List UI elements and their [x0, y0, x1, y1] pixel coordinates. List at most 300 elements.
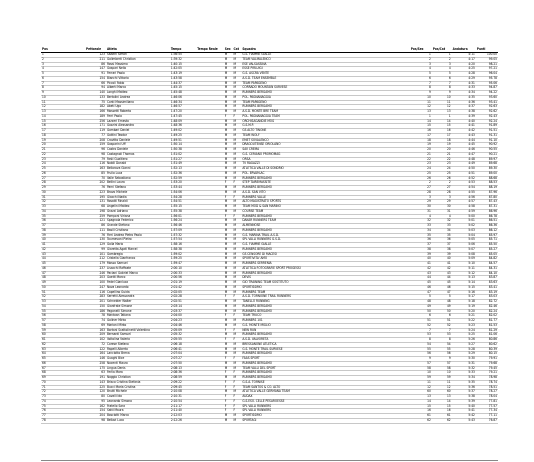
cell-bib: 246 [99, 270, 105, 275]
header-andatura: Andatura [452, 47, 476, 53]
cell-pos-sex: 6 [410, 314, 432, 319]
cell-pace: 4:54 [452, 186, 476, 191]
cell-pace: 5:29 [452, 352, 476, 357]
cell-points: 95.06 [476, 81, 498, 86]
cell-category: M [233, 100, 242, 105]
cell-team: POL. PAGNANAGGIA TEAM [241, 114, 409, 119]
cell-pos-sex: 56 [410, 352, 432, 357]
cell-athlete-name: Paciani Gabriel Marco [106, 271, 170, 276]
cell-pos: 19 [41, 138, 85, 143]
cell-bib: 204 [99, 413, 105, 417]
cell-sex: M [224, 57, 233, 62]
cell-team: TEAM TRUCO [241, 314, 409, 319]
cell-pos-sex: 8 [410, 338, 432, 343]
cell-pos: 66 [41, 361, 85, 366]
cell-athlete-name: Bianchi Vittorio [106, 76, 170, 81]
cell-bib: 154 [99, 408, 105, 413]
cell-pos-sex: 16 [410, 129, 432, 134]
cell-points: 79.45 [476, 366, 498, 371]
cell-sex: M [224, 347, 233, 352]
cell-athlete-name: Galimberti Christian [106, 57, 170, 62]
cell-bib: 171 [99, 123, 105, 128]
cell-athlete-name: Naggio Christian [106, 376, 170, 381]
cell-points: 97.21 [476, 67, 498, 72]
cell-sex: F [224, 295, 233, 300]
cell-bib: 191 [99, 375, 105, 379]
cell-time: 2:10:54 [170, 399, 196, 404]
cell-team: GS CENSORE DI MACESI [241, 252, 409, 257]
cell-pos-cat: 4 [432, 67, 452, 72]
cell-pos: 74 [41, 399, 85, 404]
cell-pos-cat: 1 [432, 53, 452, 58]
cell-pace: 4:45 [452, 143, 476, 148]
cell-sex: M [224, 414, 233, 419]
cell-category: M [233, 262, 242, 267]
cell-time: 2:11:17 [170, 404, 196, 409]
cell-pos: 11 [41, 100, 85, 105]
cell-bib: 140 [99, 90, 105, 94]
cell-bib: 259 [99, 213, 105, 218]
cell-pos-sex: 12 [410, 385, 432, 390]
cell-points: 88.19 [476, 186, 498, 191]
cell-pos-cat: 52 [432, 323, 452, 328]
cell-category: M [233, 300, 242, 305]
cell-sex: M [224, 281, 233, 286]
cell-team: G.S.A. TORNISE [241, 380, 409, 385]
cell-pos-sex: 47 [410, 290, 432, 295]
cell-pos-cat: 53 [432, 333, 452, 338]
header-sex: Sex [224, 47, 231, 51]
cell-points: 80.86 [476, 338, 498, 343]
cell-pace: 4:43 [452, 133, 476, 138]
cell-pos: 33 [41, 205, 85, 210]
cell-points: 82.24 [476, 309, 498, 314]
cell-team: TEAM VALMALENCO [241, 57, 409, 62]
cell-team: SPORTISSIMO [241, 414, 409, 419]
cell-pos: 35 [41, 214, 85, 219]
cell-pos-cat: 17 [432, 133, 452, 138]
cell-bib: 91 [98, 72, 106, 77]
cell-category: M [233, 238, 242, 243]
cell-team: COURSE TEAM [241, 209, 409, 214]
cell-pos-cat: 36 [432, 238, 452, 243]
cell-bib: 209 [99, 332, 105, 337]
cell-athlete-name: Alberti Marco [106, 86, 170, 91]
cell-pos-sex: 29 [410, 200, 432, 205]
cell-pos-sex: 37 [410, 243, 432, 248]
cell-athlete-name: Lingua Denis [106, 366, 170, 371]
cell-pos-sex: 35 [410, 233, 432, 238]
cell-pace: 5:12 [452, 271, 476, 276]
cell-time: 1:42:05 [170, 67, 196, 72]
cell-category: M [233, 167, 242, 172]
cell-sex: M [224, 95, 233, 100]
cell-pace: 4:17 [452, 57, 476, 62]
cell-time: 2:05:55 [170, 338, 196, 343]
cell-sex: M [224, 300, 233, 305]
cell-pos-sex: 34 [410, 228, 432, 233]
cell-points: 84.82 [476, 257, 498, 262]
cell-pos-sex: 39 [410, 252, 432, 257]
cell-pos-sex: 9 [410, 357, 432, 362]
cell-pos-cat: 34 [432, 228, 452, 233]
cell-pos: 60 [41, 333, 85, 338]
cell-pos: 53 [41, 300, 85, 305]
cell-sex: M [224, 67, 233, 72]
cell-pos: 13 [41, 110, 85, 115]
cell-athlete-name: Cristella Gianfranco [106, 257, 170, 262]
cell-bib: 212 [99, 256, 105, 261]
cell-pos: 32 [41, 200, 85, 205]
cell-pos-sex: 3 [410, 62, 432, 67]
cell-time: 2:06:18 [170, 342, 196, 347]
cell-time: 2:08:13 [170, 366, 196, 371]
cell-pace: 4:46 [452, 148, 476, 153]
cell-athlete-name: Fedel Gianluca [106, 281, 170, 286]
cell-team: A.S.D. TEAM ENSEMBLE [241, 76, 409, 81]
cell-category: M [233, 233, 242, 238]
cell-pace: 5:04 [452, 233, 476, 238]
cell-category: M [233, 186, 242, 191]
cell-bib: 69 [98, 323, 106, 328]
cell-pos: 43 [41, 252, 85, 257]
cell-team: TEAM PAPAGENO [241, 100, 409, 105]
cell-category: M [233, 67, 242, 72]
cell-pos-sex: 60 [410, 390, 432, 395]
cell-pos: 69 [41, 376, 85, 381]
cell-team: TANELLO RUNNING [241, 300, 409, 305]
cell-time: 1:46:57 [170, 105, 196, 110]
cell-pos-cat: 15 [432, 404, 452, 409]
cell-pos: 58 [41, 323, 85, 328]
cell-pos: 55 [41, 309, 85, 314]
cell-pos: 56 [41, 314, 85, 319]
cell-pos: 50 [41, 285, 85, 290]
cell-team: RUNNERS BERGAMO [241, 176, 409, 181]
cell-pos-cat: 54 [432, 342, 452, 347]
cell-pos-sex: 36 [410, 238, 432, 243]
cell-pos-cat: 6 [432, 314, 452, 319]
cell-bib: 201 [99, 299, 105, 303]
cell-pos-cat: 43 [432, 271, 452, 276]
cell-pos-cat: 28 [432, 190, 452, 195]
cell-time: 2:02:51 [170, 300, 196, 305]
cell-pos: 51 [41, 290, 85, 295]
cell-pos-cat: 41 [432, 262, 452, 267]
cell-points: 90.55 [476, 148, 498, 153]
cell-time: 1:39:32 [170, 57, 196, 62]
cell-points: 88.68 [476, 176, 498, 181]
cell-athlete-name: Bernardi Samuel [106, 333, 170, 338]
cell-bib: 122 [99, 346, 105, 351]
cell-category: M [233, 323, 242, 328]
cell-pos-sex: 11 [410, 380, 432, 385]
cell-category: F [233, 114, 242, 119]
cell-sex: M [224, 133, 233, 138]
cell-team: POL. ERVAM-AC [241, 171, 409, 176]
cell-pace: 5:23 [452, 323, 476, 328]
cell-sex: M [224, 271, 233, 276]
cell-bib: 102 [99, 337, 105, 341]
cell-pace: 5:35 [452, 380, 476, 385]
cell-athlete-name: Brisco Cristina Stefania [106, 380, 170, 385]
cell-pos: 26 [41, 171, 85, 176]
cell-points: 92.24 [476, 119, 498, 124]
cell-sex: M [224, 418, 233, 423]
cell-points: 82.02 [476, 314, 498, 319]
cell-athlete-name: Mossa Samuel [106, 262, 170, 267]
cell-athlete-name: Voltolina Valeria [106, 338, 170, 343]
cell-pos-sex: 51 [410, 319, 432, 324]
cell-points: 79.68 [476, 361, 498, 366]
cell-athlete-name: Gianfrate Simone [106, 304, 170, 309]
cell-pace: 4:42 [452, 129, 476, 134]
cell-time: 1:57:09 [170, 228, 196, 233]
cell-team: G.S. MONTE TRAIL SURVESE [241, 347, 409, 352]
cell-bib: 162 [99, 403, 105, 408]
cell-bib: 116 [99, 161, 105, 166]
cell-pos-cat: 61 [432, 414, 452, 419]
cell-pos-sex: 52 [410, 323, 432, 328]
cell-pos-sex: 22 [410, 157, 432, 162]
cell-pos-cat: 8 [432, 338, 452, 343]
cell-bib: 86 [98, 62, 106, 67]
cell-pos: 21 [41, 148, 85, 153]
cell-points: 83.03 [476, 295, 498, 300]
cell-athlete-name: Gasparini Uff [106, 143, 170, 148]
cell-pos: 5 [41, 72, 85, 77]
cell-athlete-name: Grande Stefano [106, 224, 170, 229]
cell-athlete-name: Gozzini Alessandro [106, 124, 170, 129]
cell-pos-cat: 1 [432, 114, 452, 119]
cell-pace: 4:39 [452, 114, 476, 119]
cell-points: 84.57 [476, 262, 498, 267]
cell-sex: M [224, 390, 233, 395]
header-pos: Pos [41, 47, 85, 53]
cell-pos: 17 [41, 129, 85, 134]
cell-pos: 24 [41, 162, 85, 167]
cell-category: F [233, 395, 242, 400]
cell-pos: 3 [41, 62, 85, 67]
cell-athlete-name: Giaretta Agati Marcel [106, 247, 170, 252]
cell-bib: 247 [99, 284, 105, 289]
cell-bib: 175 [99, 365, 105, 370]
cell-athlete-name: Gaspari Nello [106, 67, 170, 72]
cell-time: 1:40:15 [170, 62, 196, 67]
results-body [41, 53, 498, 424]
cell-points: 92.63 [476, 105, 498, 110]
cell-pos: 67 [41, 366, 85, 371]
cell-time: 2:12:26 [170, 418, 196, 423]
cell-pace: 5:22 [452, 319, 476, 324]
cell-bib: 68 [98, 205, 106, 210]
cell-team: SAV CREMA [241, 148, 409, 153]
cell-pace: 5:34 [452, 376, 476, 381]
cell-bib: 129 [99, 242, 105, 246]
cell-team: DRAGOUTENSE ORIOLANO [241, 143, 409, 148]
cell-pos-sex: 43 [410, 271, 432, 276]
cell-athlete-name: Lazzeri Ernesto [106, 119, 170, 124]
cell-pos: 16 [41, 124, 85, 129]
cell-time: 1:53:44 [170, 186, 196, 191]
cell-team: ATLETICA VALLE GERMANA TEAM [241, 390, 409, 395]
cell-pace: 5:08 [452, 252, 476, 257]
cell-pos-cat: 14 [432, 119, 452, 124]
cell-category: M [233, 76, 242, 81]
cell-points: 95.78 [476, 76, 498, 81]
cell-points: 100.00 [476, 53, 498, 58]
cell-pos-sex: 58 [410, 366, 432, 371]
cell-points: 89.30 [476, 167, 498, 172]
cell-bib: 237 [99, 265, 105, 270]
cell-points: 86.36 [476, 224, 498, 229]
cell-pos-cat: 3 [432, 195, 452, 200]
cell-pace: 4:50 [452, 167, 476, 172]
cell-bib: 85 [98, 171, 106, 176]
cell-pos: 71 [41, 385, 85, 390]
cell-points: 99.05 [476, 57, 498, 62]
cell-pace: 5:30 [452, 357, 476, 362]
cell-points: 78.27 [476, 390, 498, 395]
cell-category: M [233, 124, 242, 129]
cell-team: TEAM MOD & SAN MARINO [241, 205, 409, 210]
cell-time: 2:00:10 [170, 266, 196, 271]
cell-sex: M [224, 361, 233, 366]
cell-time: 1:43:58 [170, 76, 196, 81]
cell-pos-sex: 2 [410, 57, 432, 62]
cell-pos-cat: 42 [432, 266, 452, 271]
cell-points: 84.31 [476, 266, 498, 271]
cell-team: G.S. FIAMME GIALLE [241, 53, 409, 58]
cell-time: 2:10:31 [170, 395, 196, 400]
cell-pace: 5:10 [452, 262, 476, 267]
cell-sex: F [224, 409, 233, 414]
cell-bib: 133 [99, 94, 105, 99]
cell-pos-sex: 50 [410, 309, 432, 314]
cell-pos: 75 [41, 404, 85, 409]
cell-team: SPORTISSIMO [241, 285, 409, 290]
cell-pace: 5:43 [452, 418, 476, 423]
cell-team: G.S. FIAMME GIALLE [241, 243, 409, 248]
cell-pos-sex: 41 [410, 262, 432, 267]
cell-pos: 29 [41, 186, 85, 191]
cell-time: 1:59:02 [170, 252, 196, 257]
cell-pos-cat: 13 [432, 110, 452, 115]
cell-pos: 57 [41, 319, 85, 324]
cell-category: M [233, 361, 242, 366]
cell-points: 86.12 [476, 228, 498, 233]
cell-sex: M [224, 290, 233, 295]
cell-team: ORCHISAGANDIE MOG [241, 119, 409, 124]
results-sheet [41, 47, 498, 424]
cell-time: 2:04:00 [170, 314, 196, 319]
cell-bib: 208 [99, 137, 105, 142]
cell-sex: M [224, 76, 233, 81]
cell-pos: 52 [41, 295, 85, 300]
cell-points: 86.51 [476, 219, 498, 224]
cell-sex: M [224, 143, 233, 148]
cell-pos-cat: 9 [432, 357, 452, 362]
cell-team: STEP TAIREMASSITE [241, 181, 409, 186]
cell-pos: 25 [41, 167, 85, 172]
cell-bib: 223 [99, 189, 105, 194]
cell-pos-cat: 31 [432, 209, 452, 214]
cell-category: M [233, 319, 242, 324]
cell-pos-cat: 29 [432, 200, 452, 205]
cell-team: G.S.M.P. [241, 124, 409, 129]
cell-sex: M [224, 100, 233, 105]
cell-athlete-name: Pomponi Viriana [106, 214, 170, 219]
cell-time: 2:09:45 [170, 385, 196, 390]
cell-points: 89.00 [476, 171, 498, 176]
cell-pos-sex: 10 [410, 95, 432, 100]
cell-pos-cat: 62 [432, 418, 452, 423]
cell-category: F [233, 328, 242, 333]
cell-time: 1:48:09 [170, 119, 196, 124]
cell-pace: 5:05 [452, 238, 476, 243]
cell-points: 92.43 [476, 114, 498, 119]
cell-time: 2:07:04 [170, 352, 196, 357]
cell-bib: 111 [99, 227, 105, 232]
cell-pos-cat: 13 [432, 395, 452, 400]
cell-bib: 100 [99, 280, 105, 284]
cell-pos-cat: 24 [432, 167, 452, 172]
cell-points: 84.10 [476, 271, 498, 276]
cell-team: SPL VALLI RUNNERS [241, 404, 409, 409]
cell-points: 77.81 [476, 399, 498, 404]
cell-team: ESSE PIRLUIGI [241, 67, 409, 72]
cell-sex: M [224, 124, 233, 129]
cell-points: 90.21 [476, 152, 498, 157]
cell-pace: 5:27 [452, 342, 476, 347]
cell-category: M [233, 304, 242, 309]
cell-sex: M [224, 72, 233, 77]
cell-time: 1:56:01 [170, 214, 196, 219]
cell-time: 1:50:14 [170, 143, 196, 148]
cell-athlete-name: Basili Cristiano [106, 228, 170, 233]
cell-pos-sex: 24 [410, 167, 432, 172]
cell-time: 2:04:46 [170, 323, 196, 328]
cell-athlete-name: Bellorova Gianni [106, 167, 170, 172]
cell-pace: 4:47 [452, 152, 476, 157]
cell-athlete-name: Parni Stefano [106, 186, 170, 191]
header-pos-cat: Pos/Cat [432, 47, 452, 53]
cell-sex: M [224, 162, 233, 167]
cell-sex: M [224, 247, 233, 252]
cell-pos-sex: 13 [410, 110, 432, 115]
cell-sex: M [224, 219, 233, 224]
cell-pos-cat: 15 [432, 124, 452, 129]
cell-category: M [233, 418, 242, 423]
header-tempo-reale: Tempo Reale [196, 47, 224, 53]
cell-points: 81.29 [476, 328, 498, 333]
cell-pos: 39 [41, 233, 85, 238]
cell-sex: M [224, 167, 233, 172]
cell-sex: M [224, 119, 233, 124]
cell-athlete-name: Tournevani Pietro [106, 238, 170, 243]
cell-athlete-name: Castro Daniele [106, 148, 170, 153]
cell-athlete-name: Rossi Massimo [106, 62, 170, 67]
cell-pace: 4:38 [452, 110, 476, 115]
cell-sex: F [224, 314, 233, 319]
cell-sex: M [224, 238, 233, 243]
cell-points: 78.74 [476, 380, 498, 385]
cell-pos-sex: 14 [410, 399, 432, 404]
cell-pos-cat: 2 [432, 181, 452, 186]
cell-category: M [233, 138, 242, 143]
cell-points: 93.60 [476, 95, 498, 100]
cell-points: 85.71 [476, 238, 498, 243]
